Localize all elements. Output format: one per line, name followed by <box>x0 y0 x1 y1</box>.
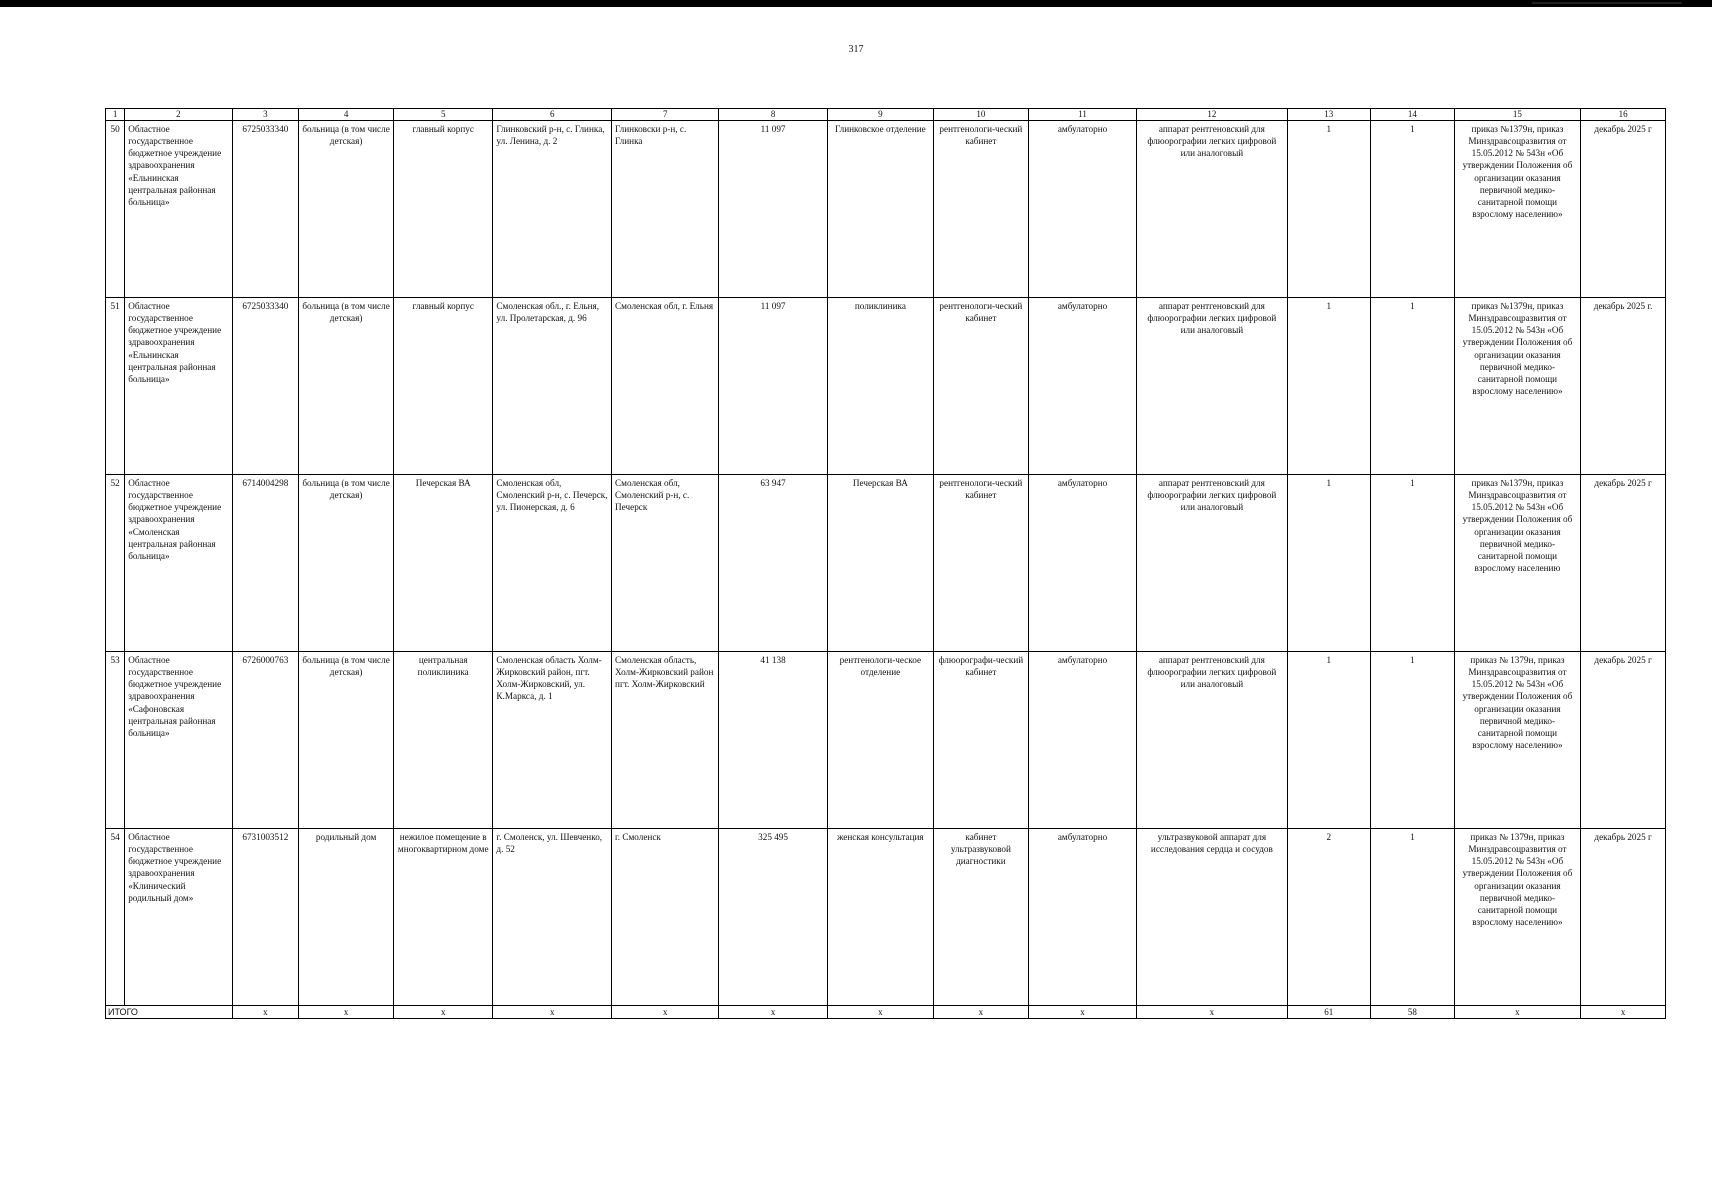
col-number: 8 <box>719 109 827 121</box>
total-cell: х <box>1137 1006 1287 1019</box>
equipment: аппарат рентгеновский для флюорографии легких цифровой или аналоговый <box>1137 475 1287 652</box>
building: главный корпус <box>394 298 493 475</box>
building: Печерская ВА <box>394 475 493 652</box>
address: Глинковский р-н, с. Глинка, ул. Ленина, д. 2 <box>493 121 612 298</box>
row-number: 52 <box>106 475 125 652</box>
deadline: декабрь 2025 г <box>1581 652 1666 829</box>
care-mode: амбулаторно <box>1028 475 1136 652</box>
col-number: 15 <box>1454 109 1581 121</box>
count-14: 1 <box>1371 121 1455 298</box>
count-14: 1 <box>1371 475 1455 652</box>
total-cell: х <box>493 1006 612 1019</box>
legal-basis: приказ №1379н, приказ Минздравсоцразвития от 15.05.2012 № 543н «Об утверждении Положения об организации оказания первичной медико-санитарной помощи взрослому населению <box>1454 475 1581 652</box>
inn: 6725033340 <box>232 298 299 475</box>
deadline: декабрь 2025 г <box>1581 475 1666 652</box>
org-name: Областное государственное бюджетное учреждение здравоохранения «Ельнинская центральная районная больница» <box>125 121 232 298</box>
page-number: 317 <box>848 44 864 55</box>
care-mode: амбулаторно <box>1028 298 1136 475</box>
building: центральная поликлиника <box>394 652 493 829</box>
locality: г. Смоленск <box>612 829 719 1006</box>
facility-type: больница (в том числе детская) <box>299 475 394 652</box>
department: Печерская ВА <box>827 475 933 652</box>
col-number: 5 <box>394 109 493 121</box>
address: Смоленская обл., г. Ельня, ул. Пролетарская, д. 96 <box>493 298 612 475</box>
total-cell: х <box>1028 1006 1136 1019</box>
facility-type: больница (в том числе детская) <box>299 121 394 298</box>
col-number: 2 <box>125 109 232 121</box>
col-number: 11 <box>1028 109 1136 121</box>
department: Глинковское отделение <box>827 121 933 298</box>
total-cell: х <box>394 1006 493 1019</box>
inn: 6726000763 <box>232 652 299 829</box>
care-mode: амбулаторно <box>1028 121 1136 298</box>
total-row <box>106 1006 1666 1019</box>
population: 11 097 <box>719 298 827 475</box>
col-number: 13 <box>1287 109 1371 121</box>
population: 11 097 <box>719 121 827 298</box>
col-number: 1 <box>106 109 125 121</box>
total-col13: 61 <box>1287 1006 1371 1019</box>
row-number: 54 <box>106 829 125 1006</box>
row-number: 50 <box>106 121 125 298</box>
total-cell: х <box>232 1006 299 1019</box>
inn: 6714004298 <box>232 475 299 652</box>
count-13: 2 <box>1287 829 1371 1006</box>
equipment: аппарат рентгеновский для флюорографии легких цифровой или аналоговый <box>1137 652 1287 829</box>
department: поликлиника <box>827 298 933 475</box>
locality: Глинковски р-н, с. Глинка <box>612 121 719 298</box>
locality: Смоленская обл, г. Ельня <box>612 298 719 475</box>
department: женская консультация <box>827 829 933 1006</box>
facility-type: родильный дом <box>299 829 394 1006</box>
col-number: 12 <box>1137 109 1287 121</box>
count-13: 1 <box>1287 475 1371 652</box>
org-name: Областное государственное бюджетное учреждение здравоохранения «Ельнинская центральная районная больница» <box>125 298 232 475</box>
total-label: ИТОГО <box>106 1006 233 1019</box>
deadline: декабрь 2025 г. <box>1581 298 1666 475</box>
count-13: 1 <box>1287 652 1371 829</box>
population: 63 947 <box>719 475 827 652</box>
legal-basis: приказ № 1379н, приказ Минздравсоцразвития от 15.05.2012 № 543н «Об утверждении Положения об организации оказания первичной медико-санитарной помощи взрослому населению» <box>1454 829 1581 1006</box>
legal-basis: приказ №1379н, приказ Минздравсоцразвития от 15.05.2012 № 543н «Об утверждении Положения об организации оказания первичной медико-санитарной помощи взрослому населению» <box>1454 121 1581 298</box>
building: нежилое помещение в многоквартирном доме <box>394 829 493 1006</box>
inn: 6731003512 <box>232 829 299 1006</box>
cabinet: рентгенологи-ческий кабинет <box>933 298 1028 475</box>
total-cell: х <box>719 1006 827 1019</box>
legal-basis: приказ № 1379н, приказ Минздравсоцразвития от 15.05.2012 № 543н «Об утверждении Положения об организации оказания первичной медико-санитарной помощи взрослому населению» <box>1454 652 1581 829</box>
total-cell: х <box>933 1006 1028 1019</box>
total-cell: х <box>1581 1006 1666 1019</box>
locality: Смоленская область, Холм-Жирковский район пгт. Холм-Жирковский <box>612 652 719 829</box>
deadline: декабрь 2025 г <box>1581 121 1666 298</box>
deadline: декабрь 2025 г <box>1581 829 1666 1006</box>
col-number: 6 <box>493 109 612 121</box>
building: главный корпус <box>394 121 493 298</box>
col-number: 10 <box>933 109 1028 121</box>
inn: 6725033340 <box>232 121 299 298</box>
equipment: ультразвуковой аппарат для исследования сердца и сосудов <box>1137 829 1287 1006</box>
count-14: 1 <box>1371 298 1455 475</box>
table-row <box>106 652 1666 829</box>
col-number: 16 <box>1581 109 1666 121</box>
cabinet: кабинет ультразвуковой диагностики <box>933 829 1028 1006</box>
table-row <box>106 298 1666 475</box>
org-name: Областное государственное бюджетное учреждение здравоохранения «Сафоновская центральная районная больница» <box>125 652 232 829</box>
address: Смоленская область Холм-Жирковский район, пгт. Холм-Жирковский, ул. К.Маркса, д. 1 <box>493 652 612 829</box>
cabinet: флюорографи-ческий кабинет <box>933 652 1028 829</box>
col-number: 9 <box>827 109 933 121</box>
care-mode: амбулаторно <box>1028 829 1136 1006</box>
locality: Смоленская обл, Смоленский р-н, с. Печерск <box>612 475 719 652</box>
care-mode: амбулаторно <box>1028 652 1136 829</box>
table-row <box>106 829 1666 1006</box>
total-cell: х <box>1454 1006 1581 1019</box>
col-number: 7 <box>612 109 719 121</box>
org-name: Областное государственное бюджетное учреждение здравоохранения «Клинический родильный дом» <box>125 829 232 1006</box>
department: рентгенологи-ческое отделение <box>827 652 933 829</box>
total-col14: 58 <box>1371 1006 1455 1019</box>
total-cell: х <box>612 1006 719 1019</box>
registry-table <box>105 108 1666 1019</box>
equipment: аппарат рентгеновский для флюорографии легких цифровой или аналоговый <box>1137 298 1287 475</box>
equipment: аппарат рентгеновский для флюорографии легких цифровой или аналоговый <box>1137 121 1287 298</box>
count-13: 1 <box>1287 298 1371 475</box>
col-number: 3 <box>232 109 299 121</box>
column-number-row <box>106 109 1666 121</box>
org-name: Областное государственное бюджетное учреждение здравоохранения «Смоленская центральная районная больница» <box>125 475 232 652</box>
population: 41 138 <box>719 652 827 829</box>
col-number: 14 <box>1371 109 1455 121</box>
address: г. Смоленск, ул. Шевченко, д. 52 <box>493 829 612 1006</box>
scan-top-border <box>0 0 1712 7</box>
count-14: 1 <box>1371 652 1455 829</box>
scan-corner-mark <box>1532 2 1682 8</box>
address: Смоленская обл, Смоленский р-н, с. Печерск, ул. Пионерская, д. 6 <box>493 475 612 652</box>
count-13: 1 <box>1287 121 1371 298</box>
population: 325 495 <box>719 829 827 1006</box>
facility-type: больница (в том числе детская) <box>299 652 394 829</box>
count-14: 1 <box>1371 829 1455 1006</box>
table-row <box>106 475 1666 652</box>
total-cell: х <box>299 1006 394 1019</box>
facility-type: больница (в том числе детская) <box>299 298 394 475</box>
row-number: 51 <box>106 298 125 475</box>
legal-basis: приказ №1379н, приказ Минздравсоцразвития от 15.05.2012 № 543н «Об утверждении Положения об организации оказания первичной медико-санитарной помощи взрослому населению» <box>1454 298 1581 475</box>
row-number: 53 <box>106 652 125 829</box>
total-cell: х <box>827 1006 933 1019</box>
col-number: 4 <box>299 109 394 121</box>
cabinet: рентгенологи-ческий кабинет <box>933 121 1028 298</box>
table-row <box>106 121 1666 298</box>
cabinet: рентгенологи-ческий кабинет <box>933 475 1028 652</box>
